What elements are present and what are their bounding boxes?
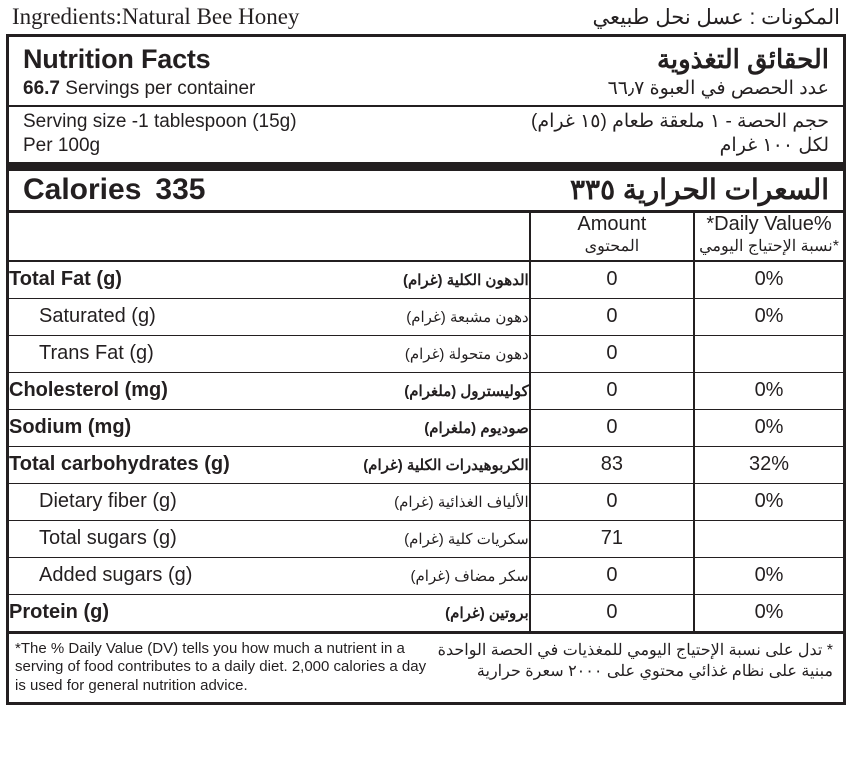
divider-before-calories bbox=[9, 162, 843, 171]
table-row bbox=[9, 298, 843, 335]
serving-size-ar: حجم الحصة - ١ ملعقة طعام (١٥ غرام) bbox=[531, 111, 829, 132]
nutrient-amount: 71 bbox=[530, 520, 694, 557]
nutrient-name-ar: الدهون الكلية (غرام) bbox=[278, 261, 530, 299]
table-row bbox=[9, 409, 843, 446]
nutrition-table bbox=[9, 213, 843, 631]
nutrient-name-ar: الكربوهيدرات الكلية (غرام) bbox=[278, 446, 530, 483]
nutrient-daily-value: 0% bbox=[694, 483, 843, 520]
nutrient-name-ar: الألياف الغذائية (غرام) bbox=[278, 483, 530, 520]
nutrient-name-en: Cholesterol (mg) bbox=[9, 372, 278, 409]
nutrient-amount: 0 bbox=[530, 261, 694, 299]
servings-per-container-ar: عدد الحصص في العبوة ٦٦٫٧ bbox=[607, 78, 829, 99]
nutrient-name-en: Total sugars (g) bbox=[9, 520, 278, 557]
nutrient-amount: 0 bbox=[530, 594, 694, 631]
nutrient-name-en: Saturated (g) bbox=[9, 298, 278, 335]
servings-row bbox=[9, 77, 843, 103]
servings-per-container-en bbox=[23, 78, 255, 100]
footnote-ar: * تدل على نسبة الإحتياج اليومي للمغذيات في الحصة الواحدة مبنية على نظام غذائي محتوي على ٢٠٠٠ سعرة حرارية bbox=[437, 641, 833, 681]
nutrient-name-ar: صوديوم (ملغرام) bbox=[278, 409, 530, 446]
servings-label-en: Servings per container bbox=[65, 78, 256, 99]
ingredients-text-ar: المكونات : عسل نحل طبيعي bbox=[592, 6, 840, 29]
nutrient-amount: 83 bbox=[530, 446, 694, 483]
calories-row bbox=[9, 171, 843, 210]
table-row bbox=[9, 594, 843, 631]
nutrient-name-en: Trans Fat (g) bbox=[9, 335, 278, 372]
calories-ar: السعرات الحرارية ٣٣٥ bbox=[569, 173, 829, 205]
serving-size-en: Serving size -1 tablespoon (15g) bbox=[23, 111, 297, 132]
nutrient-name-ar: دهون متحولة (غرام) bbox=[278, 335, 530, 372]
table-row bbox=[9, 520, 843, 557]
nutrient-name-en: Sodium (mg) bbox=[9, 409, 278, 446]
servings-count: 66.7 bbox=[23, 78, 60, 99]
nutrient-name-en: Total carbohydrates (g) bbox=[9, 446, 278, 483]
panel-title-row bbox=[9, 37, 843, 77]
nutrition-table-body bbox=[9, 213, 843, 631]
header-amount-en: Amount bbox=[577, 212, 647, 235]
header-amount-cell bbox=[530, 213, 694, 261]
table-row bbox=[9, 372, 843, 409]
nutrient-amount: 0 bbox=[530, 409, 694, 446]
nutrient-name-ar: بروتين (غرام) bbox=[278, 594, 530, 631]
serving-size-ar-block bbox=[531, 110, 829, 158]
per-100g-en: Per 100g bbox=[23, 134, 101, 156]
nutrient-amount: 0 bbox=[530, 557, 694, 594]
calories-en-block bbox=[23, 173, 205, 207]
header-dv-en: *Daily Value% bbox=[706, 212, 832, 235]
nutrient-name-en: Added sugars (g) bbox=[9, 557, 278, 594]
table-row bbox=[9, 335, 843, 372]
nutrient-daily-value: 32% bbox=[694, 446, 843, 483]
table-header-row bbox=[9, 213, 843, 261]
nutrition-facts-panel bbox=[6, 34, 846, 705]
nutrient-name-en: Total Fat (g) bbox=[9, 261, 278, 299]
nutrient-daily-value bbox=[694, 335, 843, 372]
ingredients-row bbox=[6, 0, 846, 34]
nutrition-facts-title-ar: الحقائق التغذوية bbox=[656, 44, 829, 74]
nutrient-daily-value: 0% bbox=[694, 594, 843, 631]
nutrient-amount: 0 bbox=[530, 483, 694, 520]
header-spacer-ar bbox=[278, 213, 530, 261]
nutrient-daily-value bbox=[694, 520, 843, 557]
table-row bbox=[9, 557, 843, 594]
nutrient-daily-value: 0% bbox=[694, 372, 843, 409]
nutrient-name-en: Protein (g) bbox=[9, 594, 278, 631]
nutrient-name-ar: سكريات كلية (غرام) bbox=[278, 520, 530, 557]
nutrient-name-en: Dietary fiber (g) bbox=[9, 483, 278, 520]
nutrient-daily-value: 0% bbox=[694, 409, 843, 446]
table-row bbox=[9, 261, 843, 299]
calories-label-en: Calories bbox=[23, 172, 142, 206]
nutrient-daily-value: 0% bbox=[694, 557, 843, 594]
table-row bbox=[9, 446, 843, 483]
table-row bbox=[9, 483, 843, 520]
nutrient-amount: 0 bbox=[530, 335, 694, 372]
footnote-en: *The % Daily Value (DV) tells you how much a nutrient in a serving of food contributes to a daily diet. 2,000 calories a day is used for general nutrition advice. bbox=[15, 639, 427, 694]
serving-size-row bbox=[9, 107, 843, 162]
nutrient-daily-value: 0% bbox=[694, 261, 843, 299]
header-dv-ar: *نسبة الإحتياج اليومي bbox=[699, 237, 839, 255]
nutrient-name-ar: سكر مضاف (غرام) bbox=[278, 557, 530, 594]
nutrient-name-ar: كوليسترول (ملغرام) bbox=[278, 372, 530, 409]
ingredients-text-en: Ingredients:Natural Bee Honey bbox=[12, 4, 300, 29]
nutrition-facts-title-en: Nutrition Facts bbox=[23, 44, 211, 74]
nutrient-amount: 0 bbox=[530, 298, 694, 335]
nutrient-daily-value: 0% bbox=[694, 298, 843, 335]
per-100g-ar: لكل ١٠٠ غرام bbox=[719, 134, 829, 156]
nutrient-name-ar: دهون مشبعة (غرام) bbox=[278, 298, 530, 335]
calories-value-en: 335 bbox=[155, 172, 206, 206]
header-amount-ar: المحتوى bbox=[584, 237, 640, 255]
header-dv-cell bbox=[694, 213, 843, 261]
nutrient-amount: 0 bbox=[530, 372, 694, 409]
serving-size-en-block bbox=[23, 110, 297, 158]
footnote-row bbox=[9, 634, 843, 702]
header-spacer-en bbox=[9, 213, 278, 261]
